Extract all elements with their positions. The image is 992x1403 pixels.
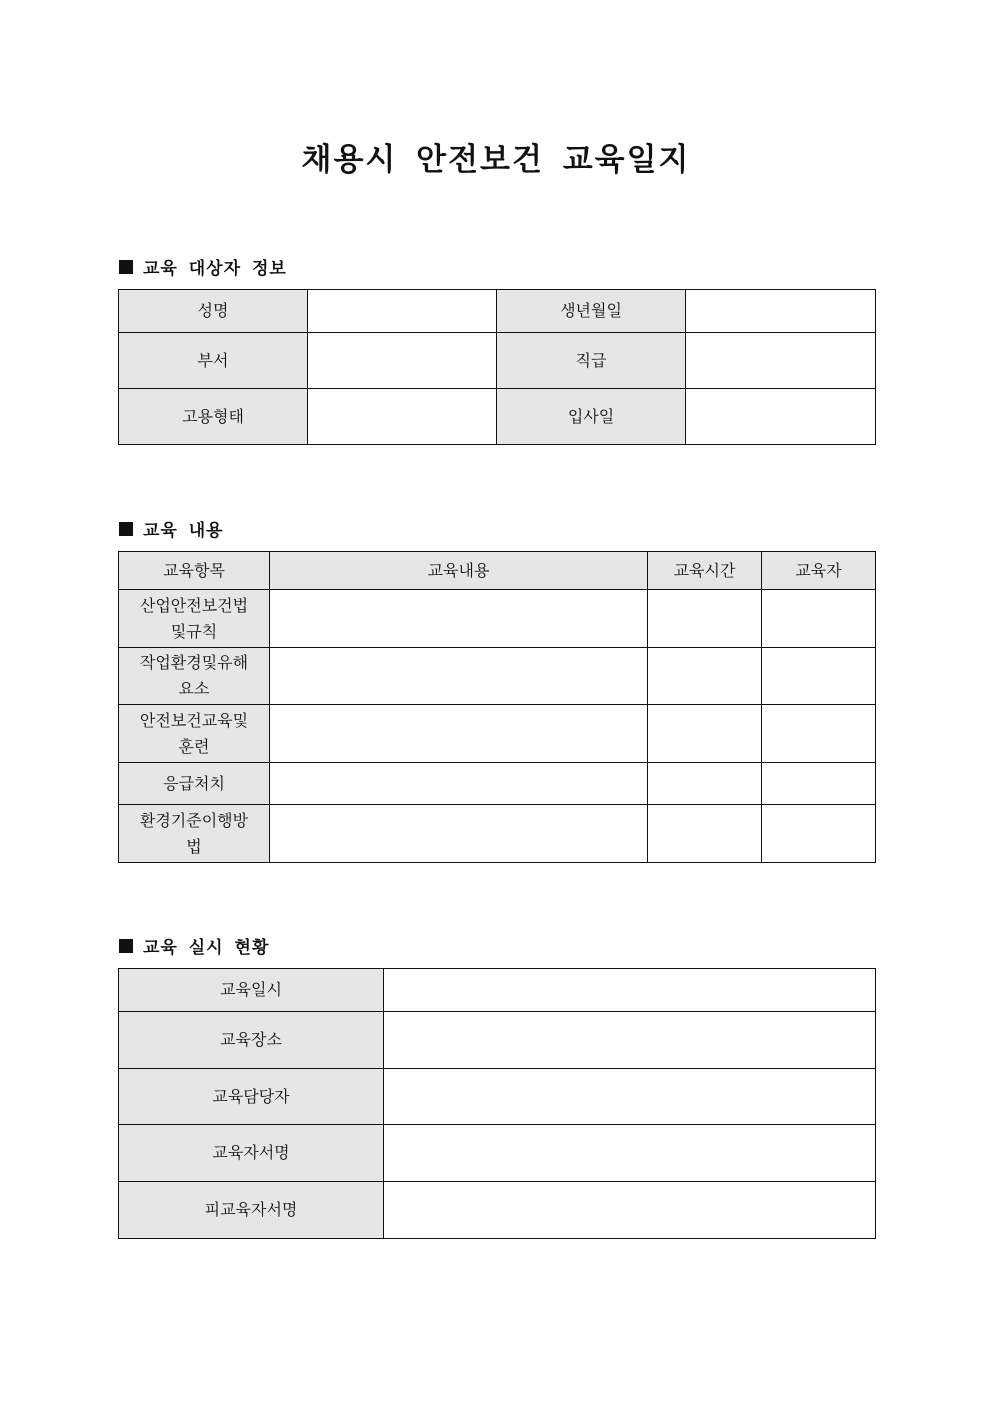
table-row bbox=[119, 705, 876, 763]
label-hire-date: 입사일 bbox=[497, 389, 686, 445]
table-row bbox=[119, 763, 876, 805]
field-employment-type[interactable] bbox=[308, 389, 497, 445]
label-birthdate: 생년월일 bbox=[497, 290, 686, 333]
table-row bbox=[119, 969, 876, 1012]
section-heading-text: 교육 내용 bbox=[143, 521, 224, 541]
educator-cell[interactable] bbox=[762, 763, 876, 805]
label-trainee-signature: 피교육자서명 bbox=[119, 1182, 384, 1239]
educator-cell[interactable] bbox=[762, 590, 876, 648]
section-heading-text: 교육 대상자 정보 bbox=[143, 259, 287, 279]
square-bullet-icon bbox=[119, 522, 133, 536]
page-title: 채용시 안전보건 교육일지 bbox=[301, 142, 691, 178]
table-row bbox=[119, 805, 876, 863]
section-heading-status bbox=[119, 933, 269, 958]
content-cell[interactable] bbox=[270, 705, 648, 763]
column-header-item: 교육항목 bbox=[119, 552, 270, 590]
table-row bbox=[119, 290, 876, 333]
item-label: 응급처치 bbox=[119, 763, 270, 805]
field-name[interactable] bbox=[308, 290, 497, 333]
table-row bbox=[119, 1069, 876, 1125]
label-position: 직급 bbox=[497, 333, 686, 389]
education-content-table bbox=[118, 551, 876, 863]
field-educator-signature[interactable] bbox=[384, 1125, 876, 1182]
field-position[interactable] bbox=[686, 333, 876, 389]
content-cell[interactable] bbox=[270, 648, 648, 705]
label-education-location: 교육장소 bbox=[119, 1012, 384, 1069]
label-department: 부서 bbox=[119, 333, 308, 389]
time-cell[interactable] bbox=[648, 590, 762, 648]
educator-cell[interactable] bbox=[762, 705, 876, 763]
label-educator-signature: 교육자서명 bbox=[119, 1125, 384, 1182]
item-label: 산업안전보건법및규칙 bbox=[119, 590, 270, 648]
content-cell[interactable] bbox=[270, 805, 648, 863]
label-education-datetime: 교육일시 bbox=[119, 969, 384, 1012]
educator-cell[interactable] bbox=[762, 805, 876, 863]
table-row bbox=[119, 389, 876, 445]
field-department[interactable] bbox=[308, 333, 497, 389]
column-header-content: 교육내용 bbox=[270, 552, 648, 590]
table-row bbox=[119, 648, 876, 705]
column-header-educator: 교육자 bbox=[762, 552, 876, 590]
field-education-datetime[interactable] bbox=[384, 969, 876, 1012]
table-row bbox=[119, 333, 876, 389]
table-row bbox=[119, 1012, 876, 1069]
table-row bbox=[119, 1125, 876, 1182]
table-header-row bbox=[119, 552, 876, 590]
educator-cell[interactable] bbox=[762, 648, 876, 705]
content-cell[interactable] bbox=[270, 590, 648, 648]
column-header-time: 교육시간 bbox=[648, 552, 762, 590]
label-name: 성명 bbox=[119, 290, 308, 333]
time-cell[interactable] bbox=[648, 763, 762, 805]
field-trainee-signature[interactable] bbox=[384, 1182, 876, 1239]
label-employment-type: 고용형태 bbox=[119, 389, 308, 445]
field-hire-date[interactable] bbox=[686, 389, 876, 445]
section-heading-content bbox=[119, 516, 224, 541]
field-birthdate[interactable] bbox=[686, 290, 876, 333]
item-label: 작업환경및유해요소 bbox=[119, 648, 270, 705]
label-education-manager: 교육담당자 bbox=[119, 1069, 384, 1125]
table-row bbox=[119, 1182, 876, 1239]
field-education-manager[interactable] bbox=[384, 1069, 876, 1125]
item-label: 안전보건교육및훈련 bbox=[119, 705, 270, 763]
field-education-location[interactable] bbox=[384, 1012, 876, 1069]
item-label: 환경기준이행방법 bbox=[119, 805, 270, 863]
target-info-table bbox=[118, 289, 876, 445]
content-cell[interactable] bbox=[270, 763, 648, 805]
table-row bbox=[119, 590, 876, 648]
time-cell[interactable] bbox=[648, 805, 762, 863]
square-bullet-icon bbox=[119, 939, 133, 953]
education-status-table bbox=[118, 968, 876, 1239]
time-cell[interactable] bbox=[648, 648, 762, 705]
square-bullet-icon bbox=[119, 260, 133, 274]
time-cell[interactable] bbox=[648, 705, 762, 763]
section-heading-target-info bbox=[119, 254, 287, 279]
section-heading-text: 교육 실시 현황 bbox=[143, 938, 270, 958]
